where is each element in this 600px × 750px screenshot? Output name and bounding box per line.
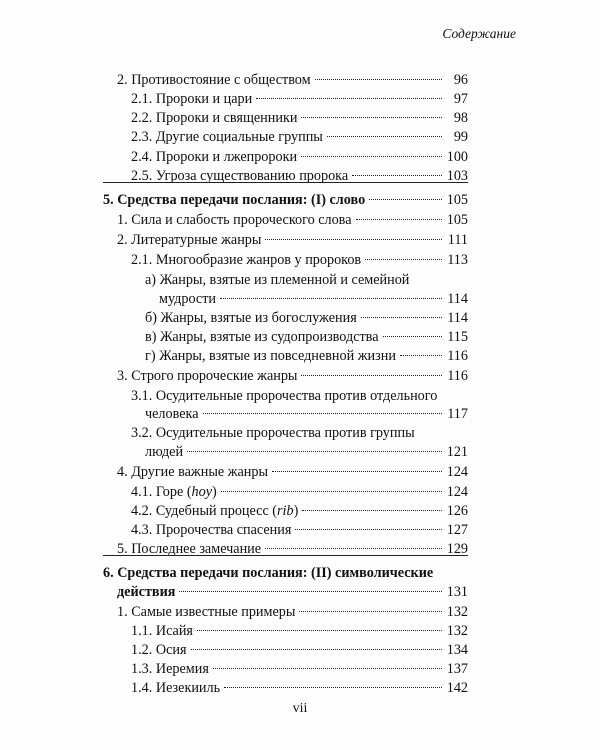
toc-entry-page: 132 — [446, 623, 468, 639]
dot-leader — [197, 630, 442, 631]
section-divider — [103, 182, 468, 183]
toc-entry[interactable] — [131, 89, 468, 109]
toc-entry-label: 1.3. Иеремия — [131, 661, 209, 677]
toc-entry-page: 121 — [446, 444, 468, 460]
dot-leader — [221, 491, 442, 492]
dot-leader — [265, 548, 442, 549]
toc-entry-page: 115 — [447, 329, 468, 345]
toc-entry-page: 129 — [446, 541, 468, 557]
toc-entry[interactable] — [117, 602, 468, 622]
toc-entry[interactable] — [131, 166, 468, 186]
toc-entry-page: 113 — [447, 252, 468, 268]
toc-entry-page: 103 — [446, 168, 468, 184]
dot-leader — [256, 98, 442, 99]
toc-entry[interactable] — [117, 210, 468, 230]
toc-entry-label: 4.1. Горе (hoy) — [131, 484, 217, 500]
toc-entry-label: г) Жанры, взятые из повседневной жизни — [145, 348, 396, 364]
dot-leader — [327, 136, 442, 137]
dot-leader — [301, 156, 442, 157]
toc-entry-page: 137 — [446, 661, 468, 677]
toc-entry-page: 127 — [446, 522, 468, 538]
dot-leader — [383, 336, 443, 337]
toc-entry-label: 2.1. Пророки и цари — [131, 91, 253, 107]
toc-entry[interactable] — [131, 678, 468, 698]
toc-entry[interactable] — [145, 442, 468, 462]
toc-entry-page: 98 — [453, 110, 468, 126]
toc-entry-first-line: а) Жанры, взятые из племенной и семейной — [145, 272, 410, 288]
toc-entry-label: 1.1. Исайя — [131, 623, 193, 639]
toc-entry-page: 124 — [446, 484, 468, 500]
dot-leader — [302, 510, 442, 511]
toc-entry[interactable] — [131, 520, 468, 540]
toc-entry-page: 96 — [453, 72, 468, 88]
section-divider — [103, 555, 468, 556]
toc-entry-page: 117 — [447, 406, 468, 422]
dot-leader — [301, 117, 442, 118]
toc-entry[interactable] — [117, 70, 468, 90]
toc-entry-label: 1.4. Иезекииль — [131, 680, 221, 696]
toc-entry-page: 142 — [446, 680, 468, 696]
toc-entry[interactable] — [145, 404, 468, 424]
toc-entry[interactable] — [131, 501, 468, 521]
toc-entry-label: 2.4. Пророки и лжепророки — [131, 149, 298, 165]
toc-entry-label: 3. Строго пророческие жанры — [117, 368, 298, 384]
toc-entry[interactable] — [117, 462, 468, 482]
toc-entry[interactable] — [145, 346, 468, 366]
toc-entry-page: 116 — [447, 348, 468, 364]
toc-entry-label: действия — [117, 584, 176, 600]
toc-entry-label: 2. Противостояние с обществом — [117, 72, 311, 88]
toc-entry-label: 2.5. Угроза существованию пророка — [131, 168, 349, 184]
dot-leader — [365, 259, 442, 260]
toc-entry-label: 2. Литературные жанры — [117, 232, 262, 248]
toc-entry-first-line: 3.2. Осудительные пророчества против группы — [131, 425, 415, 441]
toc-entry-page: 131 — [446, 584, 468, 600]
dot-leader — [203, 413, 443, 414]
toc-entry-label: 4.2. Судебный процесс (rib) — [131, 503, 299, 519]
dot-leader — [179, 591, 442, 592]
toc-entry[interactable] — [131, 640, 468, 660]
toc-entry[interactable] — [117, 539, 468, 559]
toc-entry[interactable] — [131, 127, 468, 147]
dot-leader — [220, 298, 442, 299]
toc-entry-page: 126 — [446, 503, 468, 519]
toc-entry-label: 2.2. Пророки и священники — [131, 110, 298, 126]
dot-leader — [187, 451, 442, 452]
toc-entry[interactable] — [145, 308, 468, 328]
toc-entry[interactable] — [145, 327, 468, 347]
toc-entry-label: 2.3. Другие социальные группы — [131, 129, 323, 145]
dot-leader — [265, 239, 442, 240]
toc-entry-page: 134 — [446, 642, 468, 658]
toc-entry-page: 100 — [446, 149, 468, 165]
toc-entry[interactable] — [131, 621, 468, 641]
page-number: vii — [292, 701, 308, 716]
toc-entry[interactable] — [159, 289, 468, 309]
dot-leader — [352, 175, 442, 176]
toc-entry[interactable] — [131, 659, 468, 679]
dot-leader — [400, 355, 442, 356]
toc-entry-label: 1. Самые известные примеры — [117, 604, 296, 620]
running-head: Содержание — [442, 26, 516, 41]
toc-entry-page: 99 — [453, 129, 468, 145]
toc-entry[interactable] — [117, 366, 468, 386]
toc-entry-label: 5. Последнее замечание — [117, 541, 262, 557]
toc-entry-label: человека — [145, 406, 199, 422]
dot-leader — [191, 649, 443, 650]
toc-entry-page: 105 — [446, 192, 468, 208]
toc-chapter-first-line: 6. Средства передачи послания: (II) символические — [103, 565, 434, 581]
toc-entry[interactable] — [131, 250, 468, 270]
toc-entry-page: 97 — [453, 91, 468, 107]
toc-entry-label: 1. Сила и слабость пророческого слова — [117, 212, 352, 228]
toc-entry-page: 116 — [447, 368, 468, 384]
dot-leader — [213, 668, 442, 669]
dot-leader — [295, 529, 442, 530]
toc-entry-page: 124 — [446, 464, 468, 480]
toc-entry-label: мудрости — [159, 291, 217, 307]
toc-entry-label: б) Жанры, взятые из богослужения — [145, 310, 357, 326]
dot-leader — [224, 687, 442, 688]
dot-leader — [369, 199, 442, 200]
toc-entry-page: 105 — [446, 212, 468, 228]
toc-entry-page: 111 — [447, 232, 468, 248]
toc-entry-label: 5. Средства передачи послания: (I) слово — [103, 192, 366, 208]
toc-entry-label: 1.2. Осия — [131, 642, 187, 658]
dot-leader — [299, 611, 442, 612]
toc-entry[interactable] — [131, 108, 468, 128]
toc-entry-label: людей — [145, 444, 184, 460]
toc-entry-page: 132 — [446, 604, 468, 620]
toc-entry-page: 114 — [447, 291, 468, 307]
toc-entry[interactable] — [131, 482, 468, 502]
toc-entry-label: 2.1. Многообразие жанров у пророков — [131, 252, 362, 268]
toc-entry-label: 4.3. Пророчества спасения — [131, 522, 292, 538]
dot-leader — [356, 219, 443, 220]
toc-entry-first-line: 3.1. Осудительные пророчества против отдельного — [131, 388, 438, 404]
dot-leader — [301, 375, 442, 376]
dot-leader — [361, 317, 442, 318]
toc-chapter-entry[interactable] — [117, 582, 468, 602]
toc-entry-page: 114 — [447, 310, 468, 326]
dot-leader — [272, 471, 442, 472]
toc-chapter-entry[interactable] — [103, 190, 468, 210]
toc-entry-label: в) Жанры, взятые из судопроизводства — [145, 329, 379, 345]
toc-entry-label: 4. Другие важные жанры — [117, 464, 269, 480]
dot-leader — [315, 79, 442, 80]
toc-entry[interactable] — [131, 147, 468, 167]
toc-entry[interactable] — [117, 230, 468, 250]
